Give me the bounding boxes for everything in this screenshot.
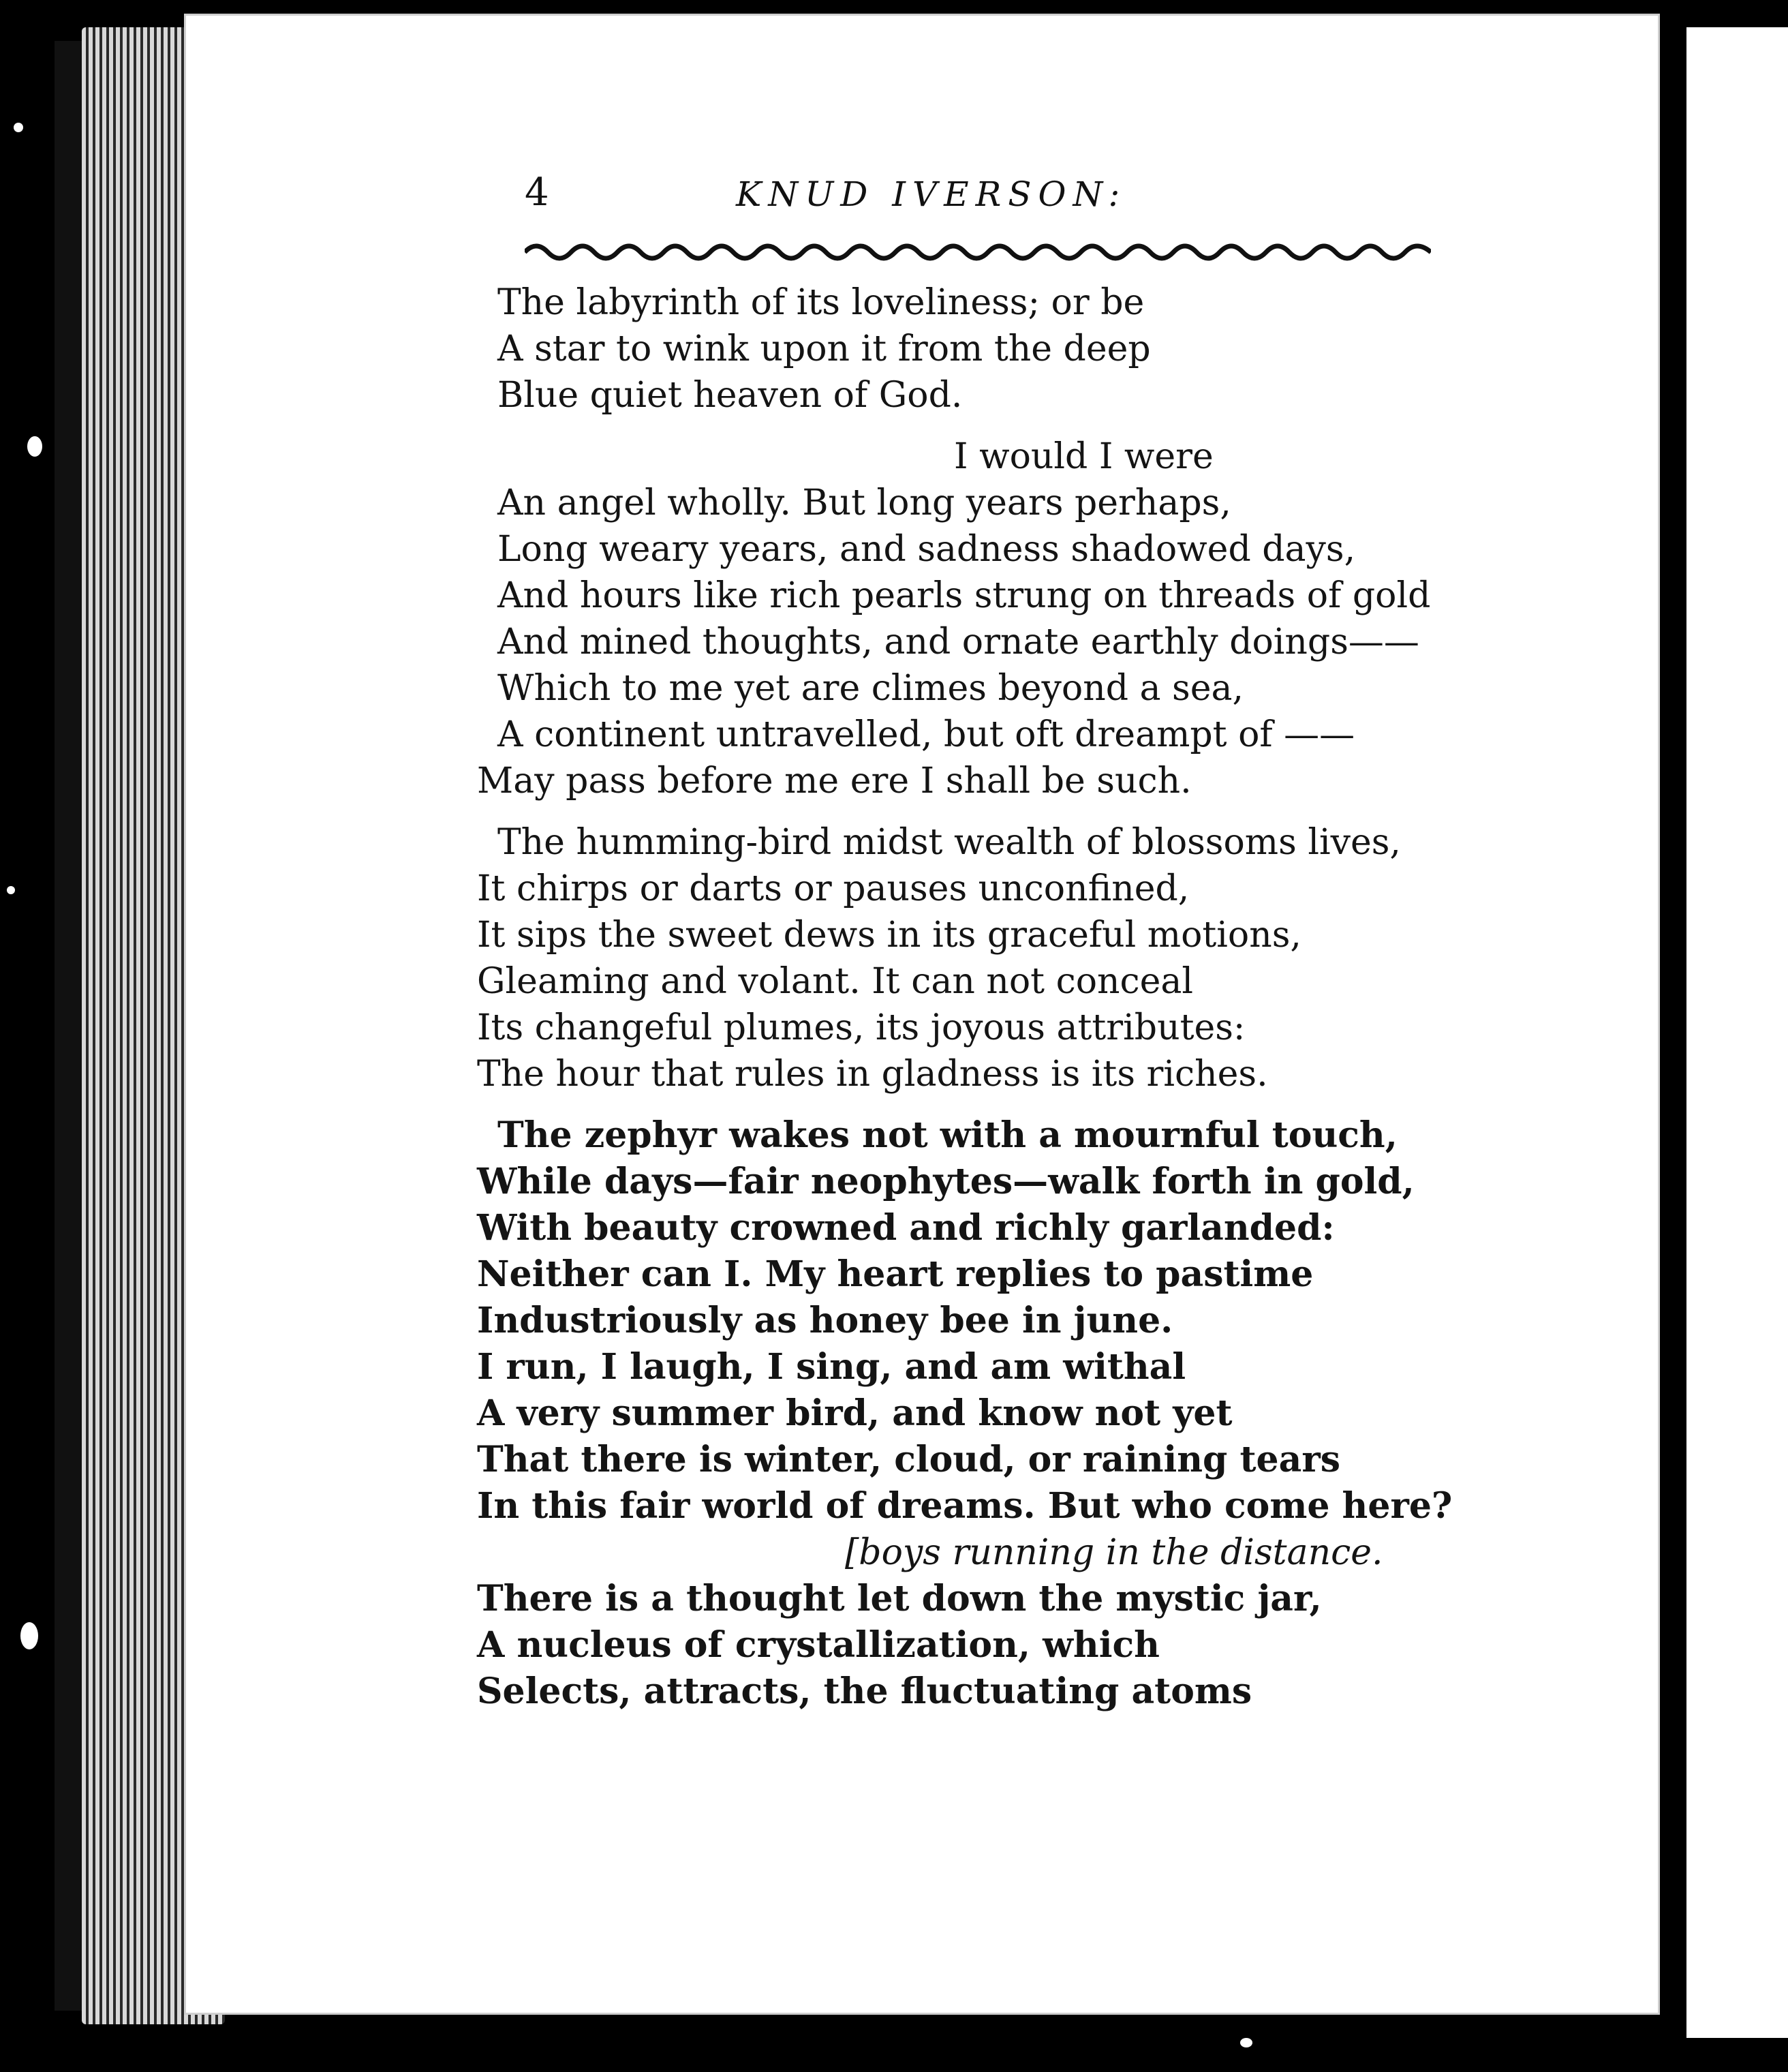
facing-page-edge <box>1686 27 1788 2038</box>
poem-line: Neither can I. My heart replies to pastime <box>477 1253 1314 1295</box>
poem-line: There is a thought let down the mystic jar, <box>477 1578 1322 1619</box>
poem-line: Its changeful plumes, its joyous attributes: <box>477 1007 1246 1048</box>
poem-line: The humming-bird midst wealth of blossoms lives, <box>497 822 1401 863</box>
dust-speck <box>27 436 42 457</box>
poem-line: In this fair world of dreams. But who come here? <box>477 1485 1453 1527</box>
running-head: KNUD IVERSON: <box>736 174 1127 214</box>
poem-line: Industriously as honey bee in june. <box>477 1300 1173 1341</box>
wavy-rule-ornament <box>525 237 1431 264</box>
poem-line: And mined thoughts, and ornate earthly doings—— <box>497 622 1419 662</box>
poem-line: Which to me yet are climes beyond a sea, <box>497 668 1244 709</box>
poem-line: An angel wholly. But long years perhaps, <box>497 483 1231 523</box>
poem-line: Blue quiet heaven of God. <box>497 375 963 416</box>
page-header <box>525 170 1431 232</box>
poem-line: The hour that rules in gladness is its riches. <box>477 1054 1268 1095</box>
poem-line: A nucleus of crystallization, which <box>477 1624 1160 1666</box>
poem-line: I run, I laugh, I sing, and am withal <box>477 1346 1186 1388</box>
poem-line: A star to wink upon it from the deep <box>497 329 1151 369</box>
poem-line: I would I were <box>954 436 1214 477</box>
poem-line: Long weary years, and sadness shadowed days, <box>497 529 1356 570</box>
poem-line: Gleaming and volant. It can not conceal <box>477 961 1194 1002</box>
dust-speck <box>20 1622 38 1649</box>
poem-line: A continent untravelled, but oft dreampt of —— <box>497 714 1355 755</box>
poem-line: May pass before me ere I shall be such. <box>477 761 1192 802</box>
poem-line: With beauty crowned and richly garlanded: <box>477 1207 1335 1249</box>
dust-speck <box>7 886 15 894</box>
poem-line: Selects, attracts, the fluctuating atoms <box>477 1671 1252 1712</box>
dust-speck <box>1240 2038 1252 2047</box>
poem-line: That there is winter, cloud, or raining tears <box>477 1439 1340 1480</box>
poem-line: It chirps or darts or pauses unconfined, <box>477 868 1190 909</box>
poem-line: A very summer bird, and know not yet <box>477 1392 1233 1434</box>
stage-direction: [boys running in the distance. <box>845 1532 1383 1573</box>
poem-line: And hours like rich pearls strung on threads of gold <box>497 575 1431 616</box>
poem-line: While days—fair neophytes—walk forth in gold, <box>477 1161 1415 1202</box>
page-number: 4 <box>525 170 549 215</box>
poem-line: The zephyr wakes not with a mournful touch, <box>497 1114 1398 1156</box>
poem-line: The labyrinth of its loveliness; or be <box>497 282 1145 323</box>
poem-line: It sips the sweet dews in its graceful motions, <box>477 915 1301 956</box>
dust-speck <box>14 123 23 132</box>
poem-text <box>477 279 1453 1715</box>
